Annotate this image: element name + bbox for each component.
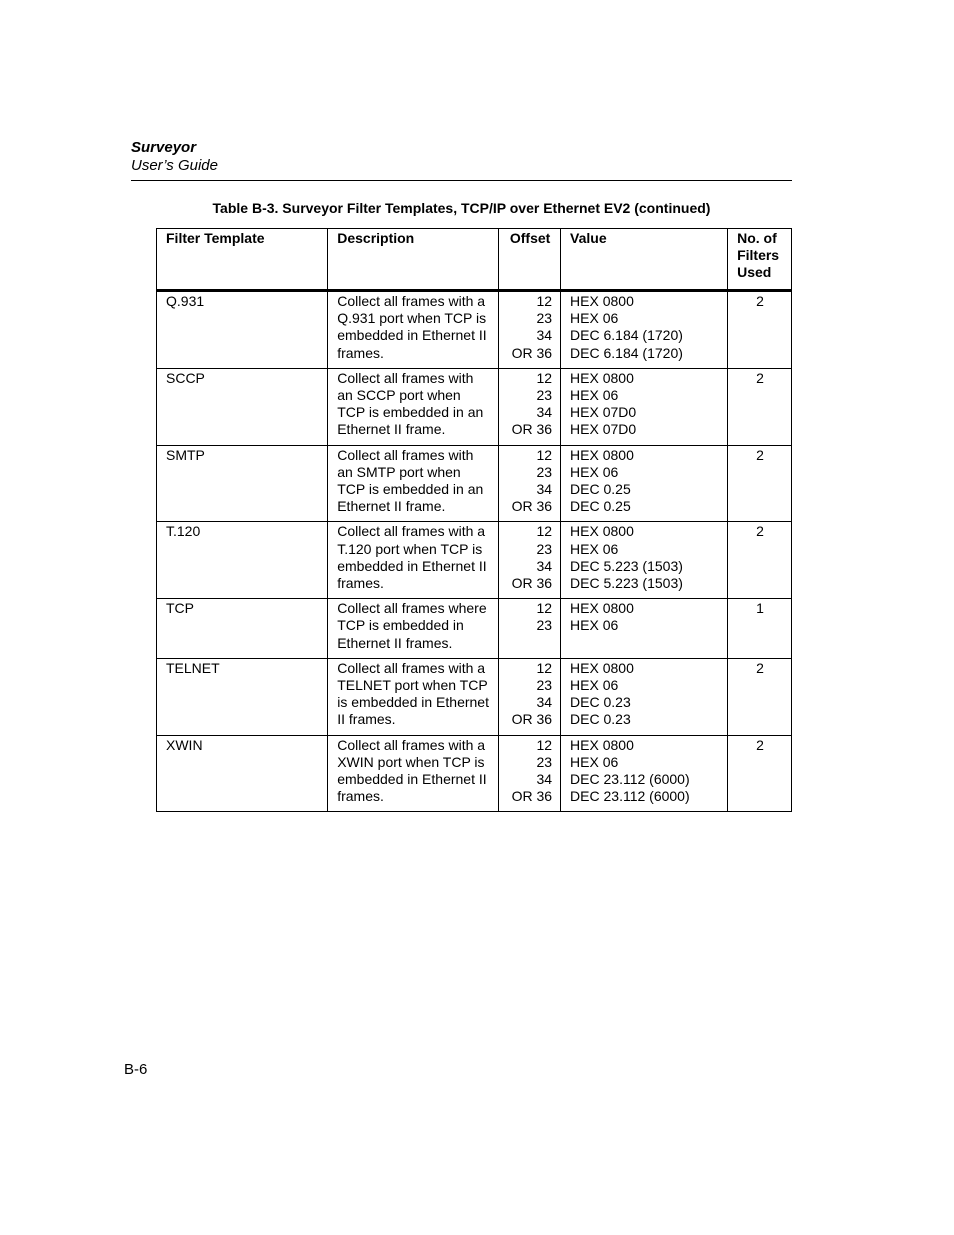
cell-line: embedded in Ethernet II [337,327,487,344]
cell-line: OR 36 [511,421,553,438]
cell-line: Ethernet II frames. [337,634,453,651]
cell-offset [499,599,561,659]
cell-line: Description [337,230,415,246]
cell-line: 23 [536,463,553,480]
cell-line: Value [570,230,607,246]
cell-line: Collect all frames with a [337,659,486,676]
cell-line: 34 [536,327,553,344]
cell-filters-used: 2 [728,522,792,599]
cell-line: embedded in Ethernet II [337,557,487,574]
table-row [157,368,792,445]
cell-value [561,522,728,599]
cell-line: Collect all frames where [337,600,487,617]
header-guide-subtitle: User’s Guide [131,157,218,174]
cell-line: 34 [536,481,553,498]
cell-line: Filter Template [166,230,265,246]
cell-line: frames. [337,788,384,805]
cell-line: Offset [509,230,551,246]
cell-line: frames. [337,344,384,361]
cell-line: OR 36 [511,344,553,361]
cell-value [561,368,728,445]
cell-value [561,599,728,659]
cell-description [328,599,499,659]
cell-line: an SMTP port when [337,463,461,480]
cell-line: 34 [536,771,553,788]
cell-line: TCP is embedded in an [337,481,484,498]
cell-filter-template: T.120 [157,522,328,599]
column-header-filter-template [157,229,328,291]
cell-line: HEX 07D0 [570,421,637,438]
table-row [157,658,792,735]
cell-line: HEX 06 [570,753,619,770]
cell-line: 23 [536,387,553,404]
table-row [157,445,792,522]
cell-line: 12 [536,293,553,309]
cell-line: DEC 23.112 (6000) [570,788,690,805]
cell-line: 12 [536,369,553,386]
cell-line: 12 [536,659,553,676]
cell-filters-used: 2 [728,368,792,445]
header-product-title: Surveyor [131,139,197,156]
cell-line: DEC 6.184 (1720) [570,327,683,344]
cell-line: Ethernet II frame. [337,498,446,515]
table-row [157,599,792,659]
cell-line: Filters [737,247,780,264]
cell-line: HEX 0800 [570,659,634,676]
cell-line: 34 [536,557,553,574]
table-body [157,291,792,812]
cell-description [328,735,499,812]
cell-offset [499,445,561,522]
cell-filter-template: Q.931 [157,291,328,369]
column-header-offset [499,229,561,291]
cell-line: DEC 0.23 [570,711,631,728]
cell-value [561,735,728,812]
cell-line: OR 36 [511,711,553,728]
cell-line: 23 [536,617,553,634]
cell-filter-template: TELNET [157,658,328,735]
cell-line: Collect all frames with [337,369,474,386]
cell-line: OR 36 [511,575,553,592]
cell-value [561,658,728,735]
cell-filters-used: 2 [728,735,792,812]
cell-description [328,291,499,369]
cell-line: TELNET port when TCP [337,677,488,694]
cell-line: 34 [536,694,553,711]
cell-line: OR 36 [511,498,553,515]
column-header-value [561,229,728,291]
cell-filter-template: TCP [157,599,328,659]
cell-filters-used: 1 [728,599,792,659]
cell-line: Collect all frames with [337,446,474,463]
cell-line: XWIN port when TCP is [337,753,485,770]
column-header-filters-used [728,229,792,291]
cell-line: 12 [536,736,553,753]
cell-filter-template: XWIN [157,735,328,812]
cell-value [561,445,728,522]
cell-line: DEC 0.23 [570,694,631,711]
cell-line: HEX 0800 [570,369,634,386]
cell-line: HEX 0800 [570,600,634,617]
cell-line: DEC 0.25 [570,481,631,498]
cell-line: 34 [536,404,553,421]
cell-line: HEX 07D0 [570,404,637,421]
cell-line: II frames. [337,711,396,728]
cell-line: Q.931 port when TCP is [337,310,487,327]
cell-line: No. of [737,230,777,246]
table-caption: Table B-3. Surveyor Filter Templates, TCP/IP over Ethernet EV2 (continued) [212,200,711,216]
cell-line: Ethernet II frame. [337,421,446,438]
cell-offset [499,291,561,369]
cell-filters-used: 2 [728,445,792,522]
cell-offset [499,368,561,445]
page-number: B-6 [124,1061,148,1078]
cell-line: 23 [536,540,553,557]
cell-line: an SCCP port when [337,387,461,404]
cell-line: 23 [536,677,553,694]
cell-line: Collect all frames with a [337,736,486,753]
cell-offset [499,735,561,812]
cell-filters-used: 2 [728,658,792,735]
cell-offset [499,658,561,735]
cell-line: HEX 0800 [570,523,634,540]
table-row [157,291,792,369]
cell-line: HEX 0800 [570,446,634,463]
cell-line: HEX 0800 [570,293,634,309]
cell-line: TCP is embedded in [337,617,464,634]
cell-line: HEX 06 [570,540,619,557]
cell-line: Collect all frames with a [337,523,486,540]
cell-line: DEC 5.223 (1503) [570,575,683,592]
table-row [157,735,792,812]
cell-line: HEX 06 [570,310,619,327]
cell-filter-template: SMTP [157,445,328,522]
cell-line: T.120 port when TCP is [337,540,483,557]
cell-line: 12 [536,600,553,617]
cell-line: 23 [536,310,553,327]
cell-description [328,445,499,522]
cell-line: 23 [536,753,553,770]
cell-line: 12 [536,523,553,540]
header-rule [131,180,792,181]
cell-line: HEX 06 [570,387,619,404]
cell-description [328,658,499,735]
cell-description [328,368,499,445]
cell-line: HEX 0800 [570,736,634,753]
cell-line: DEC 6.184 (1720) [570,344,683,361]
cell-line: TCP is embedded in an [337,404,484,421]
cell-line: frames. [337,575,384,592]
table-header-row [157,229,792,291]
column-header-description [328,229,499,291]
cell-filters-used: 2 [728,291,792,369]
cell-offset [499,522,561,599]
filter-templates-table [156,228,792,812]
cell-filter-template: SCCP [157,368,328,445]
cell-line: HEX 06 [570,677,619,694]
cell-line: DEC 0.25 [570,498,631,515]
running-header [131,139,792,175]
cell-description [328,522,499,599]
cell-value [561,291,728,369]
cell-line: OR 36 [511,788,553,805]
cell-line: is embedded in Ethernet [337,694,489,711]
cell-line: 12 [536,446,553,463]
cell-line: DEC 23.112 (6000) [570,771,690,788]
cell-line: DEC 5.223 (1503) [570,557,683,574]
table-row [157,522,792,599]
cell-line: Collect all frames with a [337,293,486,309]
cell-line: Used [737,264,772,281]
cell-line: HEX 06 [570,617,619,634]
cell-line: embedded in Ethernet II [337,771,487,788]
cell-line: HEX 06 [570,463,619,480]
